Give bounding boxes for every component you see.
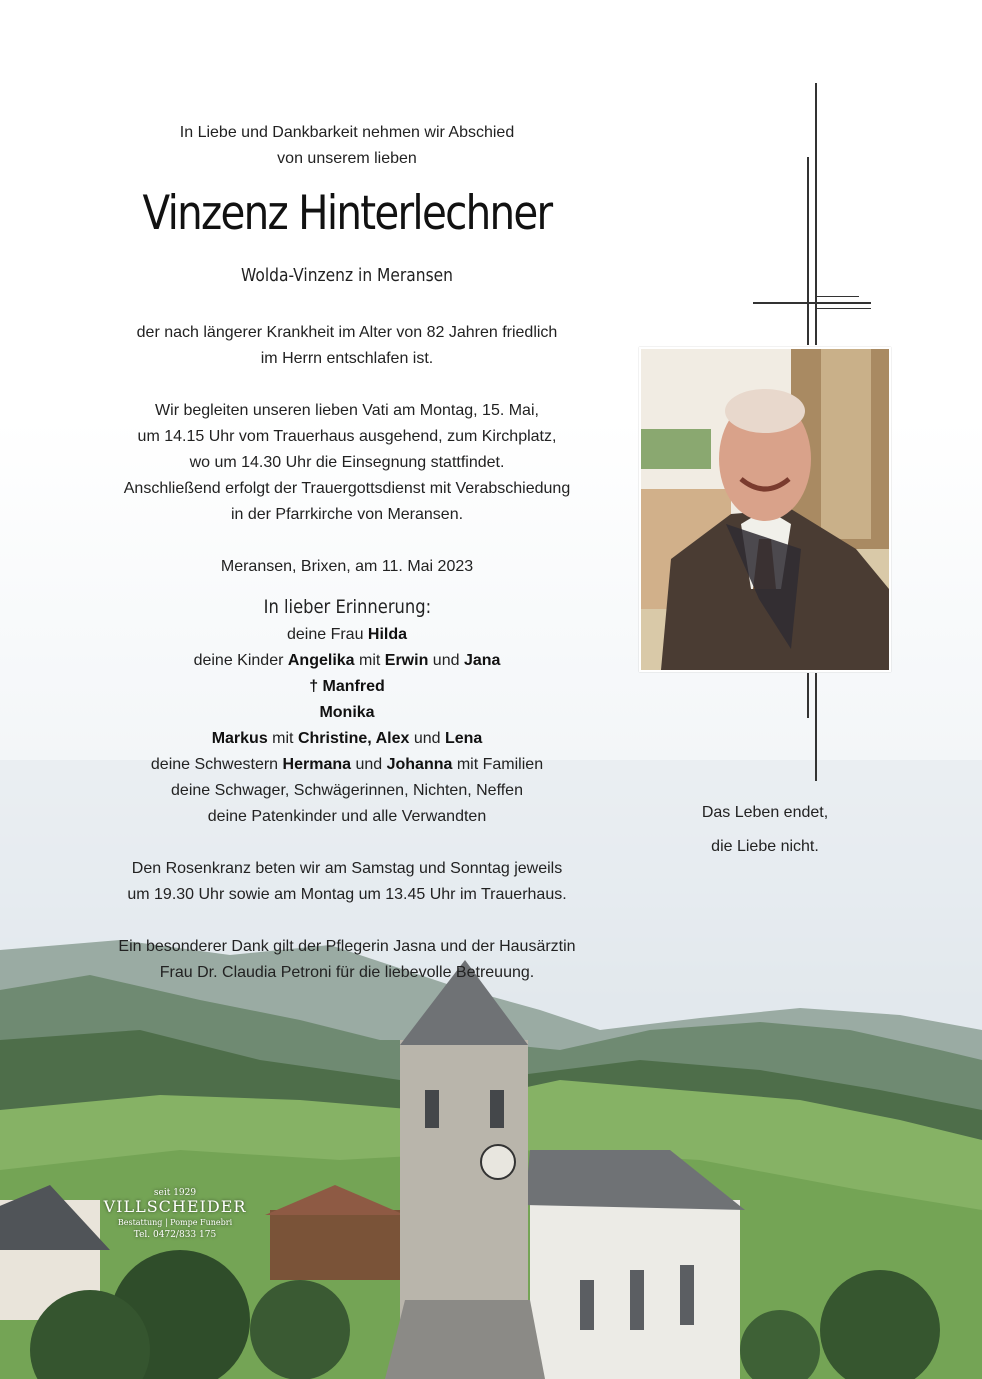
funeral-line: Wir begleiten unseren lieben Vati am Montag, 15. Mai, <box>155 402 539 419</box>
intro-text <box>80 120 614 172</box>
cross-lower-short <box>807 673 809 718</box>
logo-phone: Tel. 0472/833 175 <box>133 1230 217 1240</box>
rosary-line: Den Rosenkranz beten wir am Samstag und Sonntag jeweils <box>131 860 563 877</box>
cross-horizontal-inner <box>815 296 859 297</box>
cross-horizontal-top <box>753 302 871 304</box>
survivor-children: deine Kinder Angelika mit Erwin und Jana <box>193 652 501 669</box>
logo-since: seit 1929 <box>153 1188 197 1198</box>
cross-horizontal-bottom <box>816 308 871 309</box>
portrait-photo <box>639 347 891 672</box>
portrait-illustration <box>641 349 889 670</box>
thanks-paragraph <box>80 934 614 986</box>
cross-vertical-short <box>807 157 809 345</box>
funeral-home-logo <box>100 1188 250 1240</box>
passing-line: der nach längerer Krankheit im Alter von 82 Jahren friedlich <box>136 324 558 341</box>
funeral-paragraph <box>80 398 614 528</box>
survivor-wife: deine Frau Hilda <box>286 626 408 643</box>
cross-vertical-long <box>815 83 817 345</box>
quote-line: Das Leben endet, <box>701 804 829 821</box>
intro-line: In Liebe und Dankbarkeit nehmen wir Abschied <box>179 124 515 141</box>
cross-lower-long <box>815 673 817 781</box>
thanks-line: Frau Dr. Claudia Petroni für die liebevolle Betreuung. <box>159 964 535 981</box>
passing-line: im Herrn entschlafen ist. <box>260 350 434 367</box>
logo-brand: VILLSCHEIDER <box>103 1197 247 1216</box>
notice-body <box>80 320 614 1012</box>
intro-line: von unserem lieben <box>277 150 417 167</box>
funeral-line: in der Pfarrkirche von Meransen. <box>230 506 464 523</box>
survivor-godchildren: deine Patenkinder und alle Verwandten <box>207 808 487 825</box>
rosary-paragraph <box>80 856 614 908</box>
survivor-child: Monika <box>319 704 375 721</box>
memorial-quote <box>660 796 870 864</box>
thanks-line: Ein besonderer Dank gilt der Pflegerin Jasna und der Hausärztin <box>118 938 576 955</box>
funeral-line: Anschließend erfolgt der Trauergottsdienst mit Verabschiedung <box>123 480 571 497</box>
deceased-nickname: Wolda-Vinzenz in Meransen <box>240 265 453 286</box>
place-date: Meransen, Brixen, am 11. Mai 2023 <box>220 558 474 575</box>
survivor-deceased-child: † Manfred <box>309 678 385 695</box>
passing-paragraph <box>80 320 614 372</box>
rosary-line: um 19.30 Uhr sowie am Montag um 13.45 Uhr im Trauerhaus. <box>127 886 567 903</box>
deceased-name: Vinzenz Hinterlechner <box>142 186 552 241</box>
survivors-list <box>80 592 614 830</box>
funeral-line: wo um 14.30 Uhr die Einsegnung stattfindet. <box>189 454 505 471</box>
quote-line: die Liebe nicht. <box>711 838 819 855</box>
survivor-sisters: deine Schwestern Hermana und Johanna mit Familien <box>150 756 544 773</box>
remembrance-title: In lieber Erinnerung: <box>263 596 431 618</box>
funeral-line: um 14.15 Uhr vom Trauerhaus ausgehend, zum Kirchplatz, <box>137 428 557 445</box>
survivor-child-family: Markus mit Christine, Alex und Lena <box>211 730 483 747</box>
logo-subtitle: Bestattung | Pompe Funebri <box>117 1218 233 1227</box>
survivor-inlaws: deine Schwager, Schwägerinnen, Nichten, Neffen <box>171 782 523 799</box>
